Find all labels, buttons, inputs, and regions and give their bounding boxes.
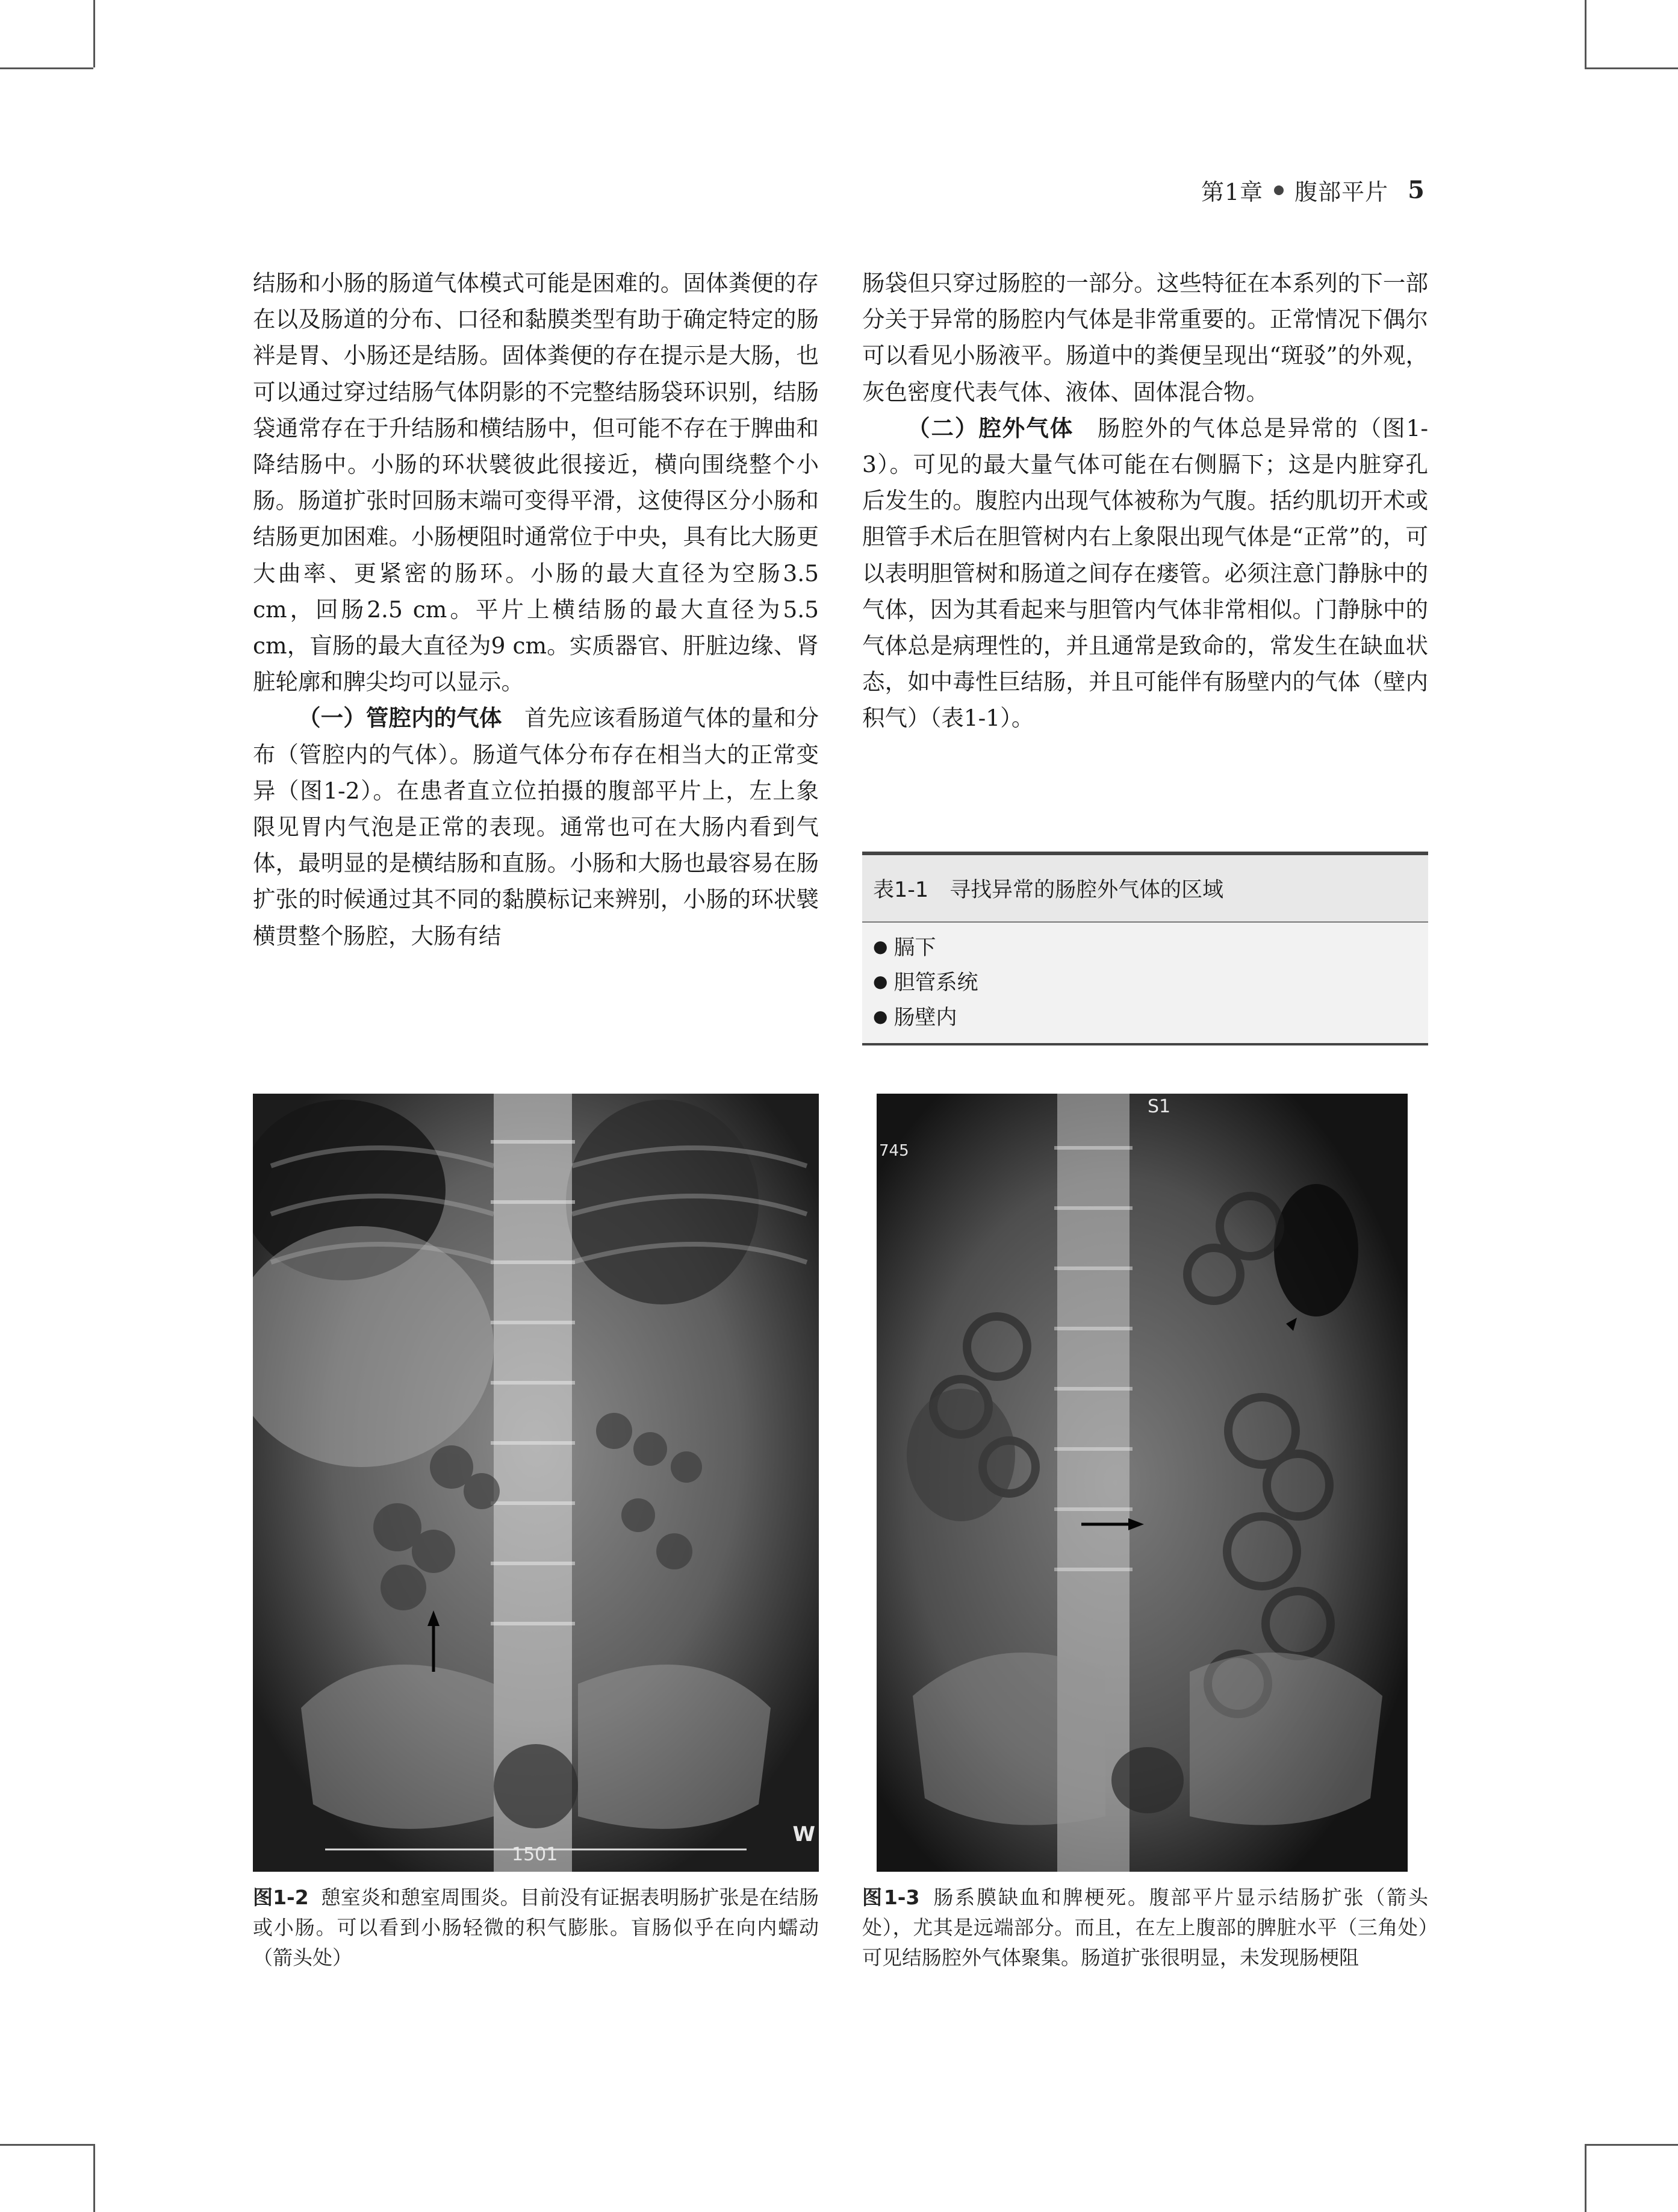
list-item: ● 肠壁内 xyxy=(873,1000,1428,1035)
crop-mark xyxy=(0,2144,93,2146)
section-heading: （二）腔外气体 xyxy=(907,414,1074,441)
crop-mark xyxy=(93,2144,95,2212)
section-heading: （一）管腔内的气体 xyxy=(298,705,502,732)
xray-top-label: S1 xyxy=(1148,1096,1171,1117)
crop-mark xyxy=(1585,0,1586,67)
body-text: 首先应该看肠道气体的量和分布（管腔内的气体）。肠道气体分布存在相当大的正常变异（图1-2）。在患者直立位拍摄的腹部平片上，左上象限见胃内气泡是正常的表现。通常也可在大肠内看到气体，最明显的是横结肠和直肠。小肠和大肠也最容易在肠扩张的时候通过其不同的黏膜标记来辨别，小肠的环状襞横贯整个肠腔，大肠有结 xyxy=(253,705,819,949)
crop-mark xyxy=(0,67,93,69)
section-paragraph xyxy=(253,700,819,953)
chapter-label: 第1章 xyxy=(1201,179,1264,205)
body-paragraph: 结肠和小肠的肠道气体模式可能是困难的。固体粪便的存在以及肠道的分布、口径和黏膜类型有助于确定特定的肠袢是胃、小肠还是结肠。固体粪便的存在提示是大肠，也可以通过穿过结肠气体阴影的不完整结肠袋环识别，结肠袋通常存在于升结肠和横结肠中，但可能不存在于脾曲和降结肠中。小肠的环状襞彼此很接近，横向围绕整个小肠。肠道扩张时回肠末端可变得平滑，这使得区分小肠和结肠更加困难。小肠梗阻时通常位于中央，具有比大肠更大曲率、更紧密的肠环。小肠的最大直径为空肠3.5 cm，回肠2.5 cm。平片上横结肠的最大直径为5.5 cm，盲肠的最大直径为9 cm。实质器官、肝脏边缘、肾脏轮廓和脾尖均可以显示。 xyxy=(253,270,819,696)
figure-label: 图1-3 xyxy=(862,1886,920,1909)
xray-scale-label: 1501 xyxy=(512,1844,558,1865)
xray-illustration xyxy=(877,1094,1408,1872)
right-column xyxy=(862,265,1428,737)
crop-mark xyxy=(1585,2144,1586,2212)
left-column xyxy=(253,265,819,954)
xray-image-left xyxy=(253,1094,819,1872)
xray-image-right xyxy=(877,1094,1408,1872)
body-text: 肠腔外的气体总是异常的（图1-3）。可见的最大量气体可能在右侧膈下；这是内脏穿孔后发生的。腹腔内出现气体被称为气腹。括约肌切开术或胆管手术后在胆管树内右上象限出现气体是“正常”的，可以表明胆管树和肠道之间存在瘘管。必须注意门静脉中的气体，因为其看起来与胆管内气体非常相似。门静脉中的气体总是病理性的，并且通常是致命的，常发生在缺血状态，如中毒性巨结肠，并且可能伴有肠壁内的气体（壁内积气）（表1-1）。 xyxy=(862,414,1428,732)
table-list xyxy=(862,923,1428,1043)
figure-label: 图1-2 xyxy=(253,1886,309,1909)
xray-illustration xyxy=(253,1094,819,1872)
xray-corner-label: W xyxy=(792,1822,815,1846)
running-head xyxy=(1201,173,1425,207)
list-item: ● 膈下 xyxy=(873,930,1428,965)
crop-mark xyxy=(1585,67,1678,69)
page-number: 5 xyxy=(1408,176,1425,204)
xray-side-label: 745 xyxy=(879,1142,909,1160)
crop-mark xyxy=(93,0,95,67)
list-item: ● 胆管系统 xyxy=(873,965,1428,1000)
caption-text: 肠系膜缺血和脾梗死。腹部平片显示结肠扩张（箭头处），尤其是远端部分。而且，在左上腹部的脾脏水平（三角处）可见结肠腔外气体聚集。肠道扩张很明显，未发现肠梗阻 xyxy=(862,1886,1428,1969)
caption-text: 憩室炎和憩室周围炎。目前没有证据表明肠扩张是在结肠或小肠。可以看到小肠轻微的积气膨胀。盲肠似乎在向内蠕动（箭头处） xyxy=(253,1886,819,1969)
crop-mark xyxy=(1585,2144,1678,2146)
table-rule-bottom xyxy=(862,1043,1428,1045)
bullet-dot-icon xyxy=(1274,185,1284,195)
chapter-title: 腹部平片 xyxy=(1294,179,1389,205)
figure-caption-left xyxy=(253,1883,819,1973)
body-paragraph: 肠袋但只穿过肠腔的一部分。这些特征在本系列的下一部分关于异常的肠腔内气体是非常重要的。正常情况下偶尔可以看见小肠液平。肠道中的粪便呈现出“斑驳”的外观，灰色密度代表气体、液体、固体混合物。 xyxy=(862,270,1428,405)
figure-caption-right xyxy=(862,1883,1428,1973)
table-box xyxy=(862,852,1428,1045)
section-paragraph xyxy=(862,410,1428,737)
table-caption: 表1-1 寻找异常的肠腔外气体的区域 xyxy=(862,855,1428,923)
